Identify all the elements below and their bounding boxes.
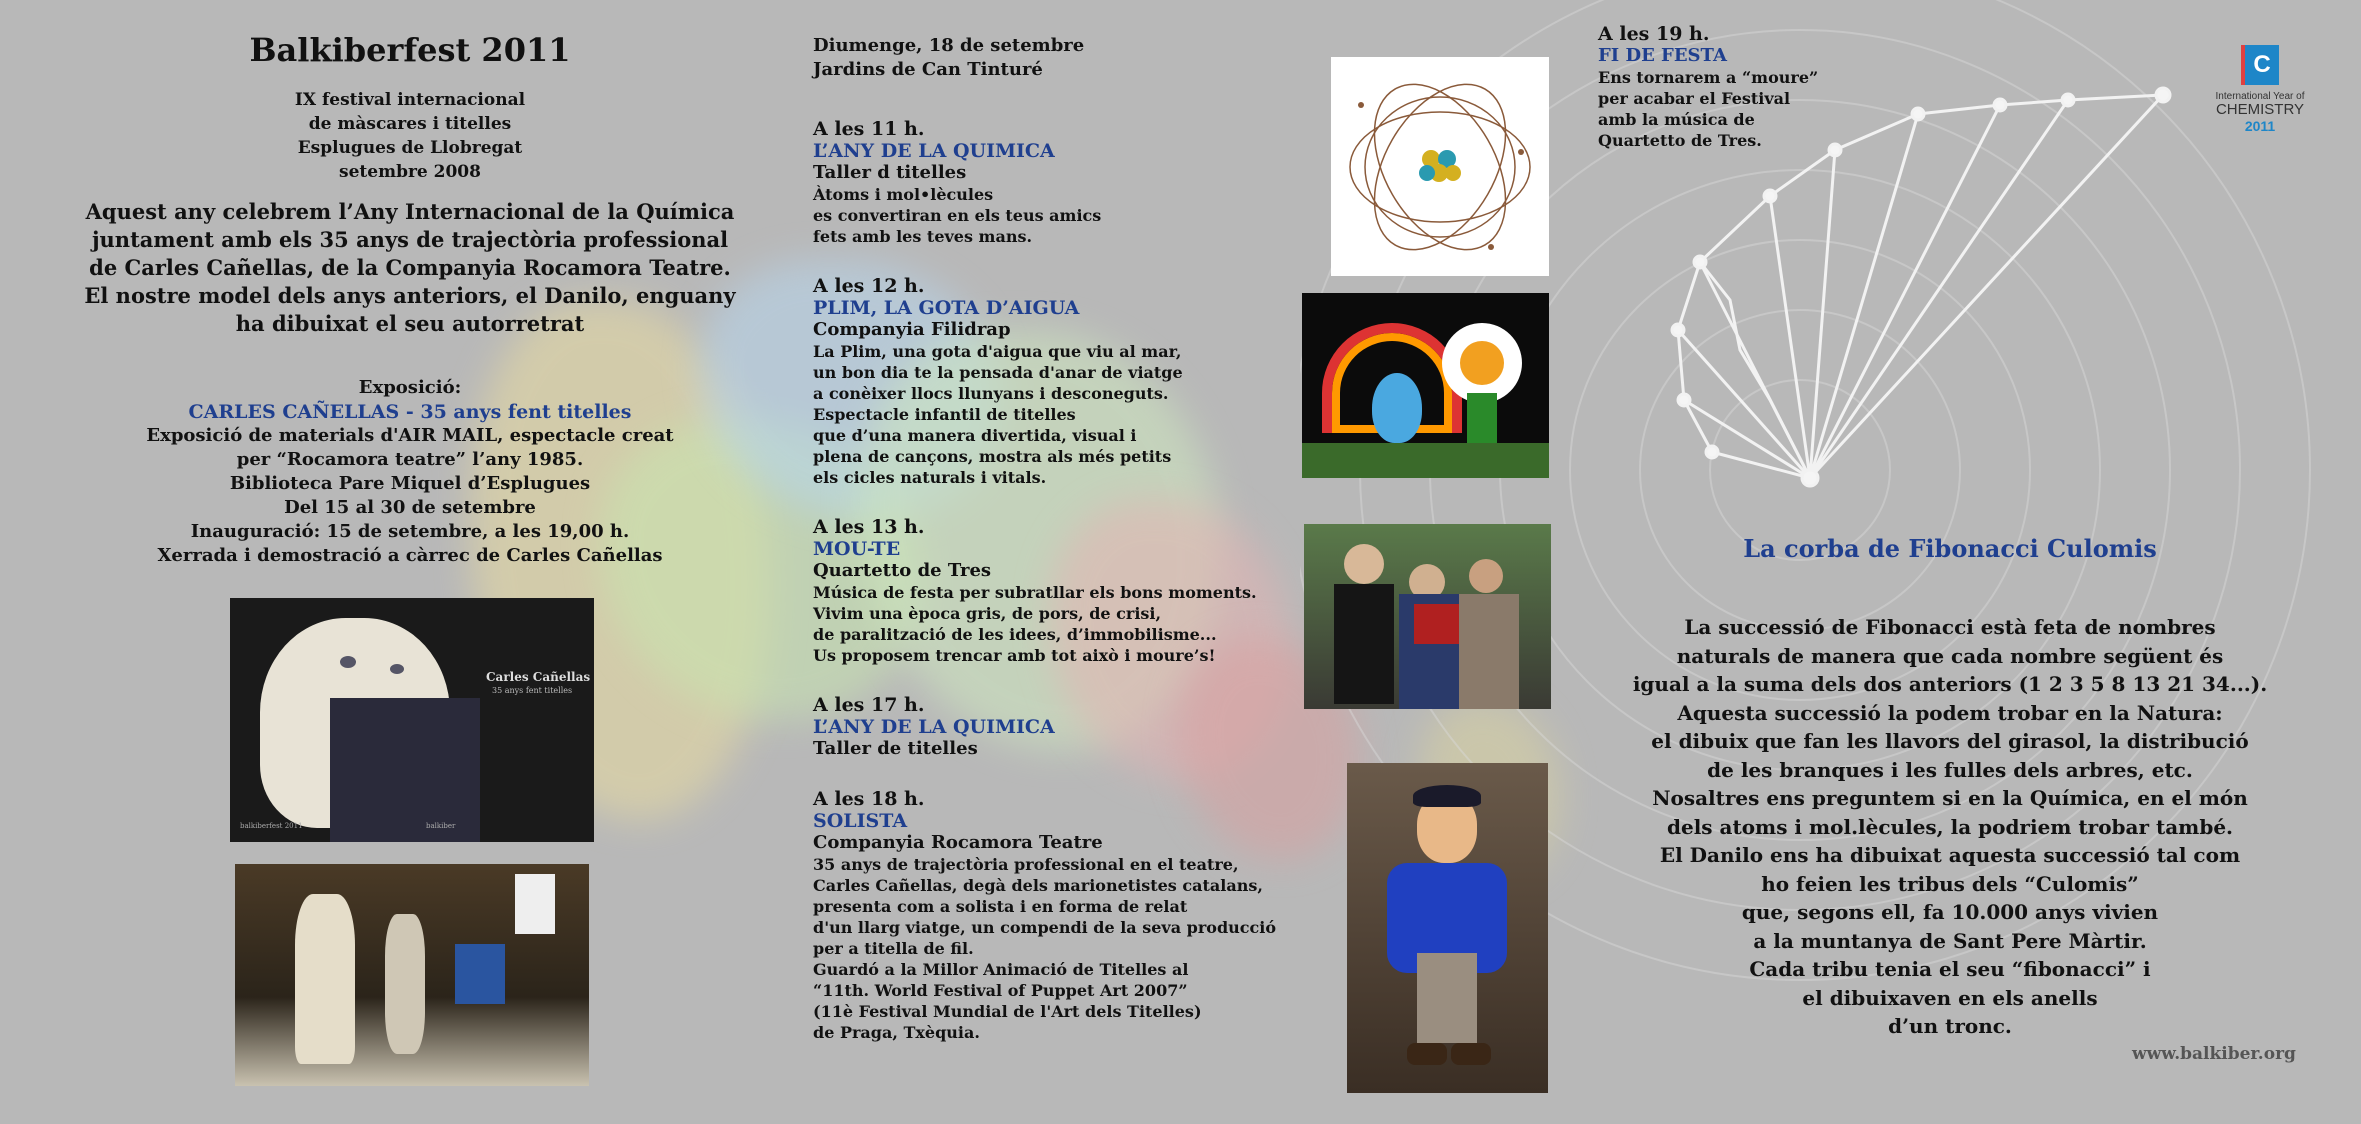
chem-logo-line3: 2011 xyxy=(2244,118,2276,134)
event-text-line: Vivim una època gris, de pors, de crisi, xyxy=(813,604,1162,623)
program-header-line: Diumenge, 18 de setembre xyxy=(813,35,1085,56)
intro-line: juntament amb els 35 anys de trajectòria professional xyxy=(91,227,729,252)
expo-line: per “Rocamora teatre” l’any 1985. xyxy=(236,449,584,470)
event-company: Quartetto de Tres xyxy=(813,560,992,581)
event-time: A les 17 h. xyxy=(813,694,925,716)
finale-line: Ens tornarem a “moure” xyxy=(1598,68,1819,87)
left-column xyxy=(40,30,780,568)
festival-intro xyxy=(40,198,780,338)
expo-label: Exposició: xyxy=(358,377,462,398)
fibonacci-line: La successió de Fibonacci està feta de nombres xyxy=(1684,615,2216,639)
event-company: Companyia Filidrap xyxy=(813,319,1011,340)
festival-subtitle xyxy=(40,88,780,184)
program-event xyxy=(813,694,1313,760)
intro-line: Aquest any celebrem l’Any Internacional de la Química xyxy=(85,199,735,224)
event-text-line: d'un llarg viatge, un compendi de la seva producció xyxy=(813,918,1277,937)
fibonacci-line: Aquesta successió la podem trobar en la Natura: xyxy=(1677,700,2223,725)
program-event xyxy=(813,516,1313,666)
event-text-line: Guardó a la Millor Animació de Titelles al xyxy=(813,960,1189,979)
event-text-line: (11è Festival Mundial de l'Art dels Titelles) xyxy=(813,1002,1202,1021)
event-text-line: per a titella de fil. xyxy=(813,939,974,958)
chem-logo-line1: International Year of xyxy=(2215,91,2305,102)
fibonacci-line: el dibuix que fan les llavors del girasol, la distribució xyxy=(1651,729,2249,753)
fibonacci-line: igual a la suma dels dos anteriors (1 2 3 5 8 13 21 34...). xyxy=(1632,672,2268,696)
fibonacci-line: ho feien les tribus dels “Culomis” xyxy=(1761,871,2139,896)
subtitle-line: setembre 2008 xyxy=(339,162,481,182)
event-text-line: fets amb les teves mans. xyxy=(813,227,1033,246)
program-event xyxy=(813,275,1313,488)
program-event xyxy=(813,118,1313,247)
intro-line: ha dibuixat el seu autorretrat xyxy=(235,311,585,336)
expo-details xyxy=(40,424,780,568)
event-text-line: plena de cançons, mostra als més petits xyxy=(813,447,1172,466)
event-title: MOU-TE xyxy=(813,538,901,560)
finale-text xyxy=(1598,67,1898,151)
fibonacci-line: d’un tronc. xyxy=(1888,1014,2012,1038)
fibonacci-line: que, segons ell, fa 10.000 anys vivien xyxy=(1741,900,2159,924)
event-text-line: Carles Cañellas, degà dels marionetistes catalans, xyxy=(813,876,1263,895)
event-text-line: presenta com a solista i en forma de relat xyxy=(813,897,1188,916)
event-text-line: “11th. World Festival of Puppet Art 2007” xyxy=(813,981,1188,1000)
event-text-line: els cicles naturals i vitals. xyxy=(813,468,1047,487)
event-text-line: Espectacle infantil de titelles xyxy=(813,405,1076,424)
festival-title: Balkiberfest 2011 xyxy=(249,31,571,69)
chem-logo-line2: CHEMISTRY xyxy=(2215,101,2305,118)
event-title: L’ANY DE LA QUIMICA xyxy=(813,140,1055,162)
program-events xyxy=(813,118,1313,1043)
website-url[interactable]: www.balkiber.org xyxy=(2132,1044,2296,1064)
quartetto-band-photo xyxy=(1304,524,1551,709)
event-title: SOLISTA xyxy=(813,810,908,832)
subtitle-line: Esplugues de Llobregat xyxy=(297,138,523,158)
program-header-line: Jardins de Can Tinturé xyxy=(813,59,1043,80)
program-event xyxy=(813,788,1313,1043)
expo-line: Xerrada i demostració a càrrec de Carles Cañellas xyxy=(157,545,663,566)
expo-title: CARLES CAÑELLAS - 35 anys fent titelles xyxy=(188,401,632,423)
event-company: Taller d titelles xyxy=(813,162,967,183)
fibonacci-line: de les branques i les fulles dels arbres, etc. xyxy=(1707,757,2193,782)
poster-footer-right: balkiber xyxy=(426,822,456,830)
fibonacci-line: naturals de manera que cada nombre següent és xyxy=(1676,643,2224,668)
chemistry-badge-icon: C xyxy=(2241,45,2279,85)
fibonacci-line: a la muntanya de Sant Pere Màrtir. xyxy=(1753,928,2147,953)
fibonacci-section xyxy=(1600,533,2300,1041)
fibonacci-line: Cada tribu tenia el seu “fibonacci” i xyxy=(1749,957,2151,981)
event-text-line: La Plim, una gota d'aigua que viu al mar, xyxy=(813,342,1182,361)
event-text-line: a conèixer llocs llunyans i desconeguts. xyxy=(813,384,1169,403)
event-text-line: que d’una manera divertida, visual i xyxy=(813,426,1137,445)
event-text-line: de paralització de les idees, d’immobilisme... xyxy=(813,625,1217,644)
program-header xyxy=(813,34,1313,82)
fibonacci-text xyxy=(1600,613,2300,1041)
expo-line: Exposició de materials d'AIR MAIL, espectacle creat xyxy=(146,425,674,446)
subtitle-line: de màscares i titelles xyxy=(308,114,512,134)
event-company: Taller de titelles xyxy=(813,738,978,759)
event-time: A les 18 h. xyxy=(813,788,925,810)
finale-time: A les 19 h. xyxy=(1598,23,1710,45)
finale-line: amb la música de xyxy=(1598,110,1755,129)
fibonacci-line: El Danilo ens ha dibuixat aquesta successió tal com xyxy=(1659,843,2241,867)
event-text-line: es convertiran en els teus amics xyxy=(813,206,1102,225)
plim-puppet-photo xyxy=(1302,293,1549,478)
event-time: A les 11 h. xyxy=(813,118,925,140)
event-text-line: Us proposem trencar amb tot això i moure’s! xyxy=(813,646,1216,665)
poster-tagline: 35 anys fent titelles xyxy=(492,686,573,695)
expo-poster-image xyxy=(230,598,594,842)
event-text-line: Música de festa per subratllar els bons moments. xyxy=(813,583,1257,602)
intro-line: El nostre model dels anys anteriors, el Danilo, enguany xyxy=(84,283,736,308)
intro-line: de Carles Cañellas, de la Companyia Rocamora Teatre. xyxy=(89,255,731,280)
program-column xyxy=(813,34,1313,1043)
chemistry-year-logo xyxy=(2205,45,2315,134)
event-title: PLIM, LA GOTA D’AIGUA xyxy=(813,297,1080,319)
danilo-puppet-photo xyxy=(1347,763,1548,1093)
event-text-line: Àtoms i mol•lècules xyxy=(813,185,994,204)
finale-block xyxy=(1598,23,1898,151)
event-time: A les 13 h. xyxy=(813,516,925,538)
event-time: A les 12 h. xyxy=(813,275,925,297)
atom-image xyxy=(1331,57,1549,276)
poster-footer-left: balkiberfest 2011 xyxy=(240,822,303,830)
fibonacci-line: Nosaltres ens preguntem si en la Química, en el món xyxy=(1652,786,2248,810)
finale-title: FI DE FESTA xyxy=(1598,45,1727,66)
subtitle-line: IX festival internacional xyxy=(294,90,526,110)
fibonacci-title: La corba de Fibonacci Culomis xyxy=(1743,534,2157,563)
expo-line: Del 15 al 30 de setembre xyxy=(284,497,536,518)
event-company: Companyia Rocamora Teatre xyxy=(813,832,1103,853)
fibonacci-line: dels atoms i mol.lècules, la podriem trobar també. xyxy=(1666,814,2234,839)
finale-line: Quartetto de Tres. xyxy=(1598,131,1762,150)
event-text-line: un bon dia te la pensada d'anar de viatge xyxy=(813,363,1183,382)
poster-name: Carles Cañellas xyxy=(486,670,591,684)
expo-line: Biblioteca Pare Miquel d’Esplugues xyxy=(229,473,591,494)
event-text-line: 35 anys de trajectòria professional en el teatre, xyxy=(813,855,1239,874)
puppet-show-photo xyxy=(235,864,589,1086)
event-text-line: de Praga, Txèquia. xyxy=(813,1023,980,1042)
event-title: L’ANY DE LA QUIMICA xyxy=(813,716,1055,738)
expo-line: Inauguració: 15 de setembre, a les 19,00 h. xyxy=(190,521,630,542)
finale-line: per acabar el Festival xyxy=(1598,89,1791,108)
fibonacci-line: el dibuixaven en els anells xyxy=(1802,985,2098,1010)
